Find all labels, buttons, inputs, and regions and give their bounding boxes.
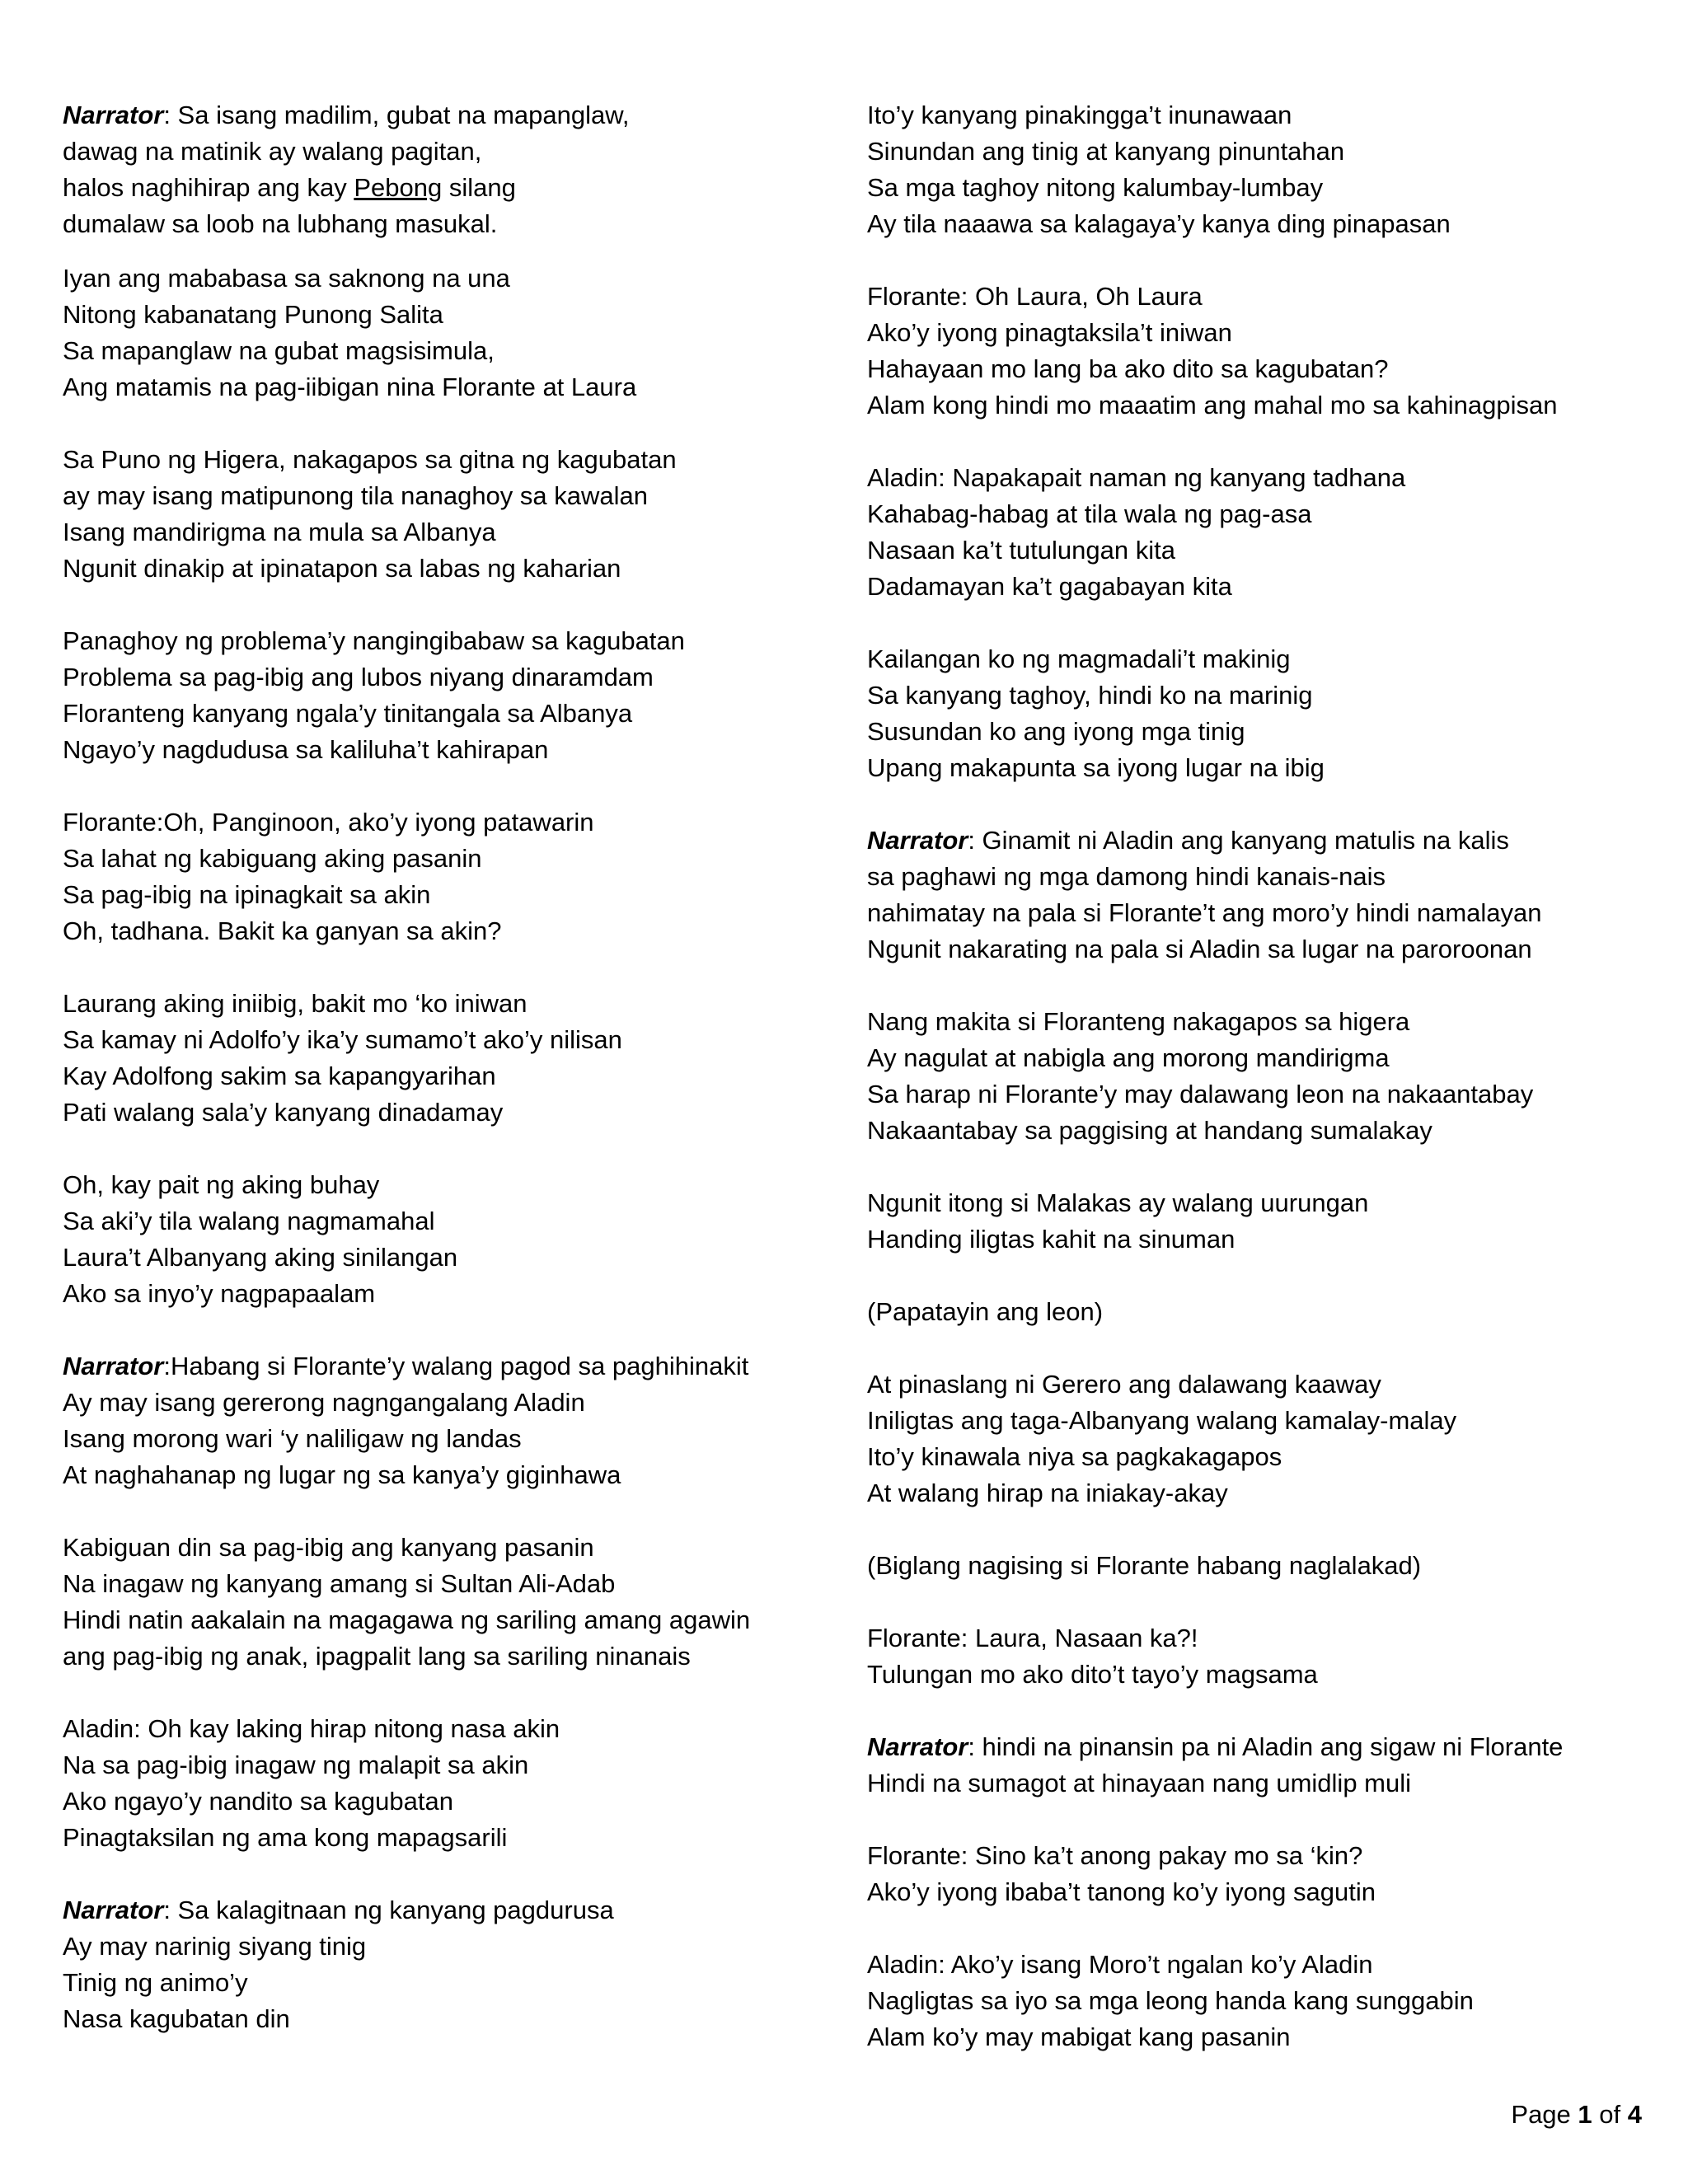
- verse-line: At pinaslang ni Gerero ang dalawang kaaway: [867, 1370, 1381, 1399]
- verse-line: Tinig ng animo’y: [63, 1968, 248, 1997]
- verse-line: [63, 97, 854, 134]
- verse-line: Upang makapunta sa iyong lugar na ibig: [867, 753, 1325, 782]
- verse-line: Ang matamis na pag-iibigan nina Florante at Laura: [63, 373, 637, 401]
- verse-line: Sa kamay ni Adolfo’y ika’y sumamo’t ako’y nilisan: [63, 1025, 622, 1054]
- verse-line: Aladin: Napakapait naman ng kanyang tadhana: [867, 463, 1406, 492]
- stanza: [867, 1185, 1658, 1258]
- verse-line: Iyan ang mababasa sa saknong na una: [63, 264, 510, 293]
- verse-line: Sinundan ang tinig at kanyang pinuntahan: [867, 137, 1345, 166]
- stanza: [867, 460, 1658, 605]
- verse-line: [63, 1348, 854, 1385]
- line-text: : Sa kalagitnaan ng kanyang pagdurusa: [163, 1896, 614, 1924]
- verse-line: dawag na matinik ay walang pagitan,: [63, 137, 482, 166]
- stanza: [63, 442, 854, 587]
- page-footer: [1511, 2100, 1642, 2130]
- verse-line: Florante: Oh Laura, Oh Laura: [867, 282, 1203, 311]
- verse-line: Ito’y kinawala niya sa pagkakagapos: [867, 1442, 1282, 1471]
- verse-line: Florante: Laura, Nasaan ka?!: [867, 1624, 1198, 1652]
- verse-line: Kahabag-habag at tila wala ng pag-asa: [867, 499, 1312, 528]
- page-current: 1: [1578, 2100, 1592, 2129]
- stanza: [867, 1620, 1658, 1693]
- verse-line: Oh, kay pait ng aking buhay: [63, 1170, 380, 1199]
- verse-line: Na sa pag-ibig inagaw ng malapit sa akin: [63, 1750, 529, 1779]
- verse-line: Pinagtaksilan ng ama kong mapagsarili: [63, 1823, 508, 1852]
- verse-line: Aladin: Oh kay laking hirap nitong nasa akin: [63, 1714, 560, 1743]
- verse-line: Floranteng kanyang ngala’y tinitangala sa Albanya: [63, 699, 633, 728]
- stanza: [63, 97, 854, 242]
- verse-line: Problema sa pag-ibig ang lubos niyang dinaramdam: [63, 663, 654, 691]
- verse-line: At walang hirap na iniakay-akay: [867, 1479, 1228, 1507]
- verse-line: Sa kanyang taghoy, hindi ko na marinig: [867, 681, 1313, 710]
- stanza: [63, 1167, 854, 1312]
- verse-line: Nakaantabay sa paggising at handang sumalakay: [867, 1116, 1432, 1145]
- verse-line: Alam ko’y may mabigat kang pasanin: [867, 2022, 1291, 2051]
- stanza: [867, 1366, 1658, 1511]
- verse-line: At naghahanap ng lugar ng sa kanya’y giginhawa: [63, 1460, 621, 1489]
- verse-line: Hahayaan mo lang ba ako dito sa kagubatan?: [867, 354, 1389, 383]
- verse-line: Iniligtas ang taga-Albanyang walang kamalay-malay: [867, 1406, 1457, 1435]
- verse-line: ay may isang matipunong tila nanaghoy sa kawalan: [63, 481, 649, 510]
- speaker-label: Narrator: [867, 1732, 968, 1761]
- verse-line: Isang mandirigma na mula sa Albanya: [63, 518, 496, 546]
- verse-line: Ako’y iyong pinagtaksila’t iniwan: [867, 318, 1232, 347]
- verse-line: Sa Puno ng Higera, nakagapos sa gitna ng kagubatan: [63, 445, 677, 474]
- stanza: [63, 1530, 854, 1675]
- verse-line: Sa lahat ng kabiguang aking pasanin: [63, 844, 482, 873]
- right-column: [867, 97, 1658, 2092]
- verse-line: Ngunit nakarating na pala si Aladin sa lugar na paroroonan: [867, 935, 1532, 963]
- line-text: : Ginamit ni Aladin ang kanyang matulis na kalis: [968, 826, 1509, 855]
- verse-line: Ito’y kanyang pinakingga’t inunawaan: [867, 101, 1292, 129]
- verse-line: Laurang aking iniibig, bakit mo ‘ko iniwan: [63, 989, 528, 1018]
- verse-line: Kabiguan din sa pag-ibig ang kanyang pasanin: [63, 1533, 594, 1562]
- verse-line: Aladin: Ako’y isang Moro’t ngalan ko’y Aladin: [867, 1950, 1373, 1979]
- stanza: [63, 986, 854, 1131]
- verse-line: Ay nagulat at nabigla ang morong mandirigma: [867, 1043, 1390, 1072]
- speaker-label: Narrator: [63, 101, 164, 129]
- line-text: halos naghihirap ang kay: [63, 173, 354, 202]
- verse-line: Ako ngayo’y nandito sa kagubatan: [63, 1787, 453, 1816]
- verse-line: Nasa kagubatan din: [63, 2004, 290, 2033]
- verse-line: Sa mapanglaw na gubat magsisimula,: [63, 336, 495, 365]
- verse-line: Ako sa inyo’y nagpapaalam: [63, 1279, 376, 1308]
- verse-line: [63, 1892, 854, 1929]
- verse-line: nahimatay na pala si Florante’t ang moro’y hindi namalayan: [867, 898, 1542, 927]
- verse-line: Alam kong hindi mo maaatim ang mahal mo sa kahinagpisan: [867, 391, 1558, 419]
- page-label: Page: [1511, 2100, 1578, 2129]
- verse-line: Ay tila naaawa sa kalagaya’y kanya ding pinapasan: [867, 209, 1451, 238]
- stanza: [867, 1004, 1658, 1149]
- verse-line: Isang morong wari ‘y naliligaw ng landas: [63, 1424, 522, 1453]
- line-text: silang: [442, 173, 516, 202]
- verse-line: Laura’t Albanyang aking sinilangan: [63, 1243, 458, 1272]
- verse-line: Ngunit dinakip at ipinatapon sa labas ng kaharian: [63, 554, 621, 583]
- verse-line: Na inagaw ng kanyang amang si Sultan Ali-Adab: [63, 1569, 616, 1598]
- verse-line: Sa pag-ibig na ipinagkait sa akin: [63, 880, 431, 909]
- verse-line: dumalaw sa loob na lubhang masukal.: [63, 209, 498, 238]
- verse-line: Ngunit itong si Malakas ay walang uurungan: [867, 1188, 1369, 1217]
- stanza: [867, 641, 1658, 786]
- speaker-label: Narrator: [63, 1896, 164, 1924]
- verse-line: Pati walang sala’y kanyang dinadamay: [63, 1098, 504, 1127]
- verse-line: [63, 170, 854, 206]
- verse-line: Kailangan ko ng magmadali’t makinig: [867, 644, 1291, 673]
- verse-line: Handing iligtas kahit na sinuman: [867, 1225, 1236, 1254]
- stanza: [63, 1892, 854, 2037]
- verse-line: ang pag-ibig ng anak, ipagpalit lang sa sariling ninanais: [63, 1642, 691, 1671]
- page-total: 4: [1627, 2100, 1642, 2129]
- verse-line: Panaghoy ng problema’y nangingibabaw sa kagubatan: [63, 626, 685, 655]
- stanza: [63, 1348, 854, 1493]
- line-text: :Habang si Florante’y walang pagod sa paghihinakit: [163, 1352, 749, 1380]
- verse-line: Ako’y iyong ibaba’t tanong ko’y iyong sagutin: [867, 1877, 1376, 1906]
- speaker-label: Narrator: [867, 826, 968, 855]
- verse-line: Florante:Oh, Panginoon, ako’y iyong patawarin: [63, 808, 594, 837]
- verse-line: Tulungan mo ako dito’t tayo’y magsama: [867, 1660, 1318, 1689]
- line-text: : hindi na pinansin pa ni Aladin ang sigaw ni Florante: [968, 1732, 1564, 1761]
- stanza: [867, 1548, 1658, 1584]
- stanza: [63, 260, 854, 405]
- verse-line: Oh, tadhana. Bakit ka ganyan sa akin?: [63, 916, 502, 945]
- stanza: [63, 804, 854, 949]
- left-column: [63, 97, 854, 2074]
- stanza: [63, 623, 854, 768]
- verse-line: Nitong kabanatang Punong Salita: [63, 300, 443, 329]
- verse-line: [867, 1729, 1658, 1765]
- speaker-label: Narrator: [63, 1352, 164, 1380]
- stanza: [867, 1838, 1658, 1910]
- verse-line: Ay may isang gererong nagngangalang Aladin: [63, 1388, 585, 1417]
- verse-line: Florante: Sino ka’t anong pakay mo sa ‘kin?: [867, 1841, 1363, 1870]
- verse-line: [867, 823, 1658, 859]
- stanza: [867, 823, 1658, 968]
- verse-line: Hindi na sumagot at hinayaan nang umidlip muli: [867, 1769, 1412, 1797]
- verse-line: Dadamayan ka’t gagabayan kita: [867, 572, 1232, 601]
- line-text: : Sa isang madilim, gubat na mapanglaw,: [163, 101, 630, 129]
- verse-line: Sa mga taghoy nitong kalumbay-lumbay: [867, 173, 1324, 202]
- verse-line: Ay may narinig siyang tinig: [63, 1932, 367, 1961]
- verse-line: (Papatayin ang leon): [867, 1297, 1104, 1326]
- stanza: [867, 1947, 1658, 2055]
- stanza: [867, 279, 1658, 424]
- verse-line: Nagligtas sa iyo sa mga leong handa kang sunggabin: [867, 1986, 1474, 2015]
- stanza: [867, 97, 1658, 242]
- underlined-word: Pebong: [354, 173, 443, 202]
- verse-line: Nasaan ka’t tutulungan kita: [867, 536, 1175, 565]
- verse-line: Susundan ko ang iyong mga tinig: [867, 717, 1245, 746]
- verse-line: sa paghawi ng mga damong hindi kanais-nais: [867, 862, 1386, 891]
- verse-line: Sa harap ni Florante’y may dalawang leon na nakaantabay: [867, 1080, 1534, 1108]
- verse-line: (Biglang nagising si Florante habang naglalakad): [867, 1551, 1422, 1580]
- verse-line: Kay Adolfong sakim sa kapangyarihan: [63, 1062, 496, 1090]
- page-of: of: [1592, 2100, 1628, 2129]
- verse-line: Ngayo’y nagdudusa sa kaliluha’t kahirapan: [63, 735, 549, 764]
- verse-line: Nang makita si Floranteng nakagapos sa higera: [867, 1007, 1410, 1036]
- stanza: [867, 1294, 1658, 1330]
- verse-line: Sa aki’y tila walang nagmamahal: [63, 1207, 435, 1235]
- stanza: [63, 1711, 854, 1856]
- stanza: [867, 1729, 1658, 1802]
- verse-line: Hindi natin aakalain na magagawa ng sariling amang agawin: [63, 1605, 751, 1634]
